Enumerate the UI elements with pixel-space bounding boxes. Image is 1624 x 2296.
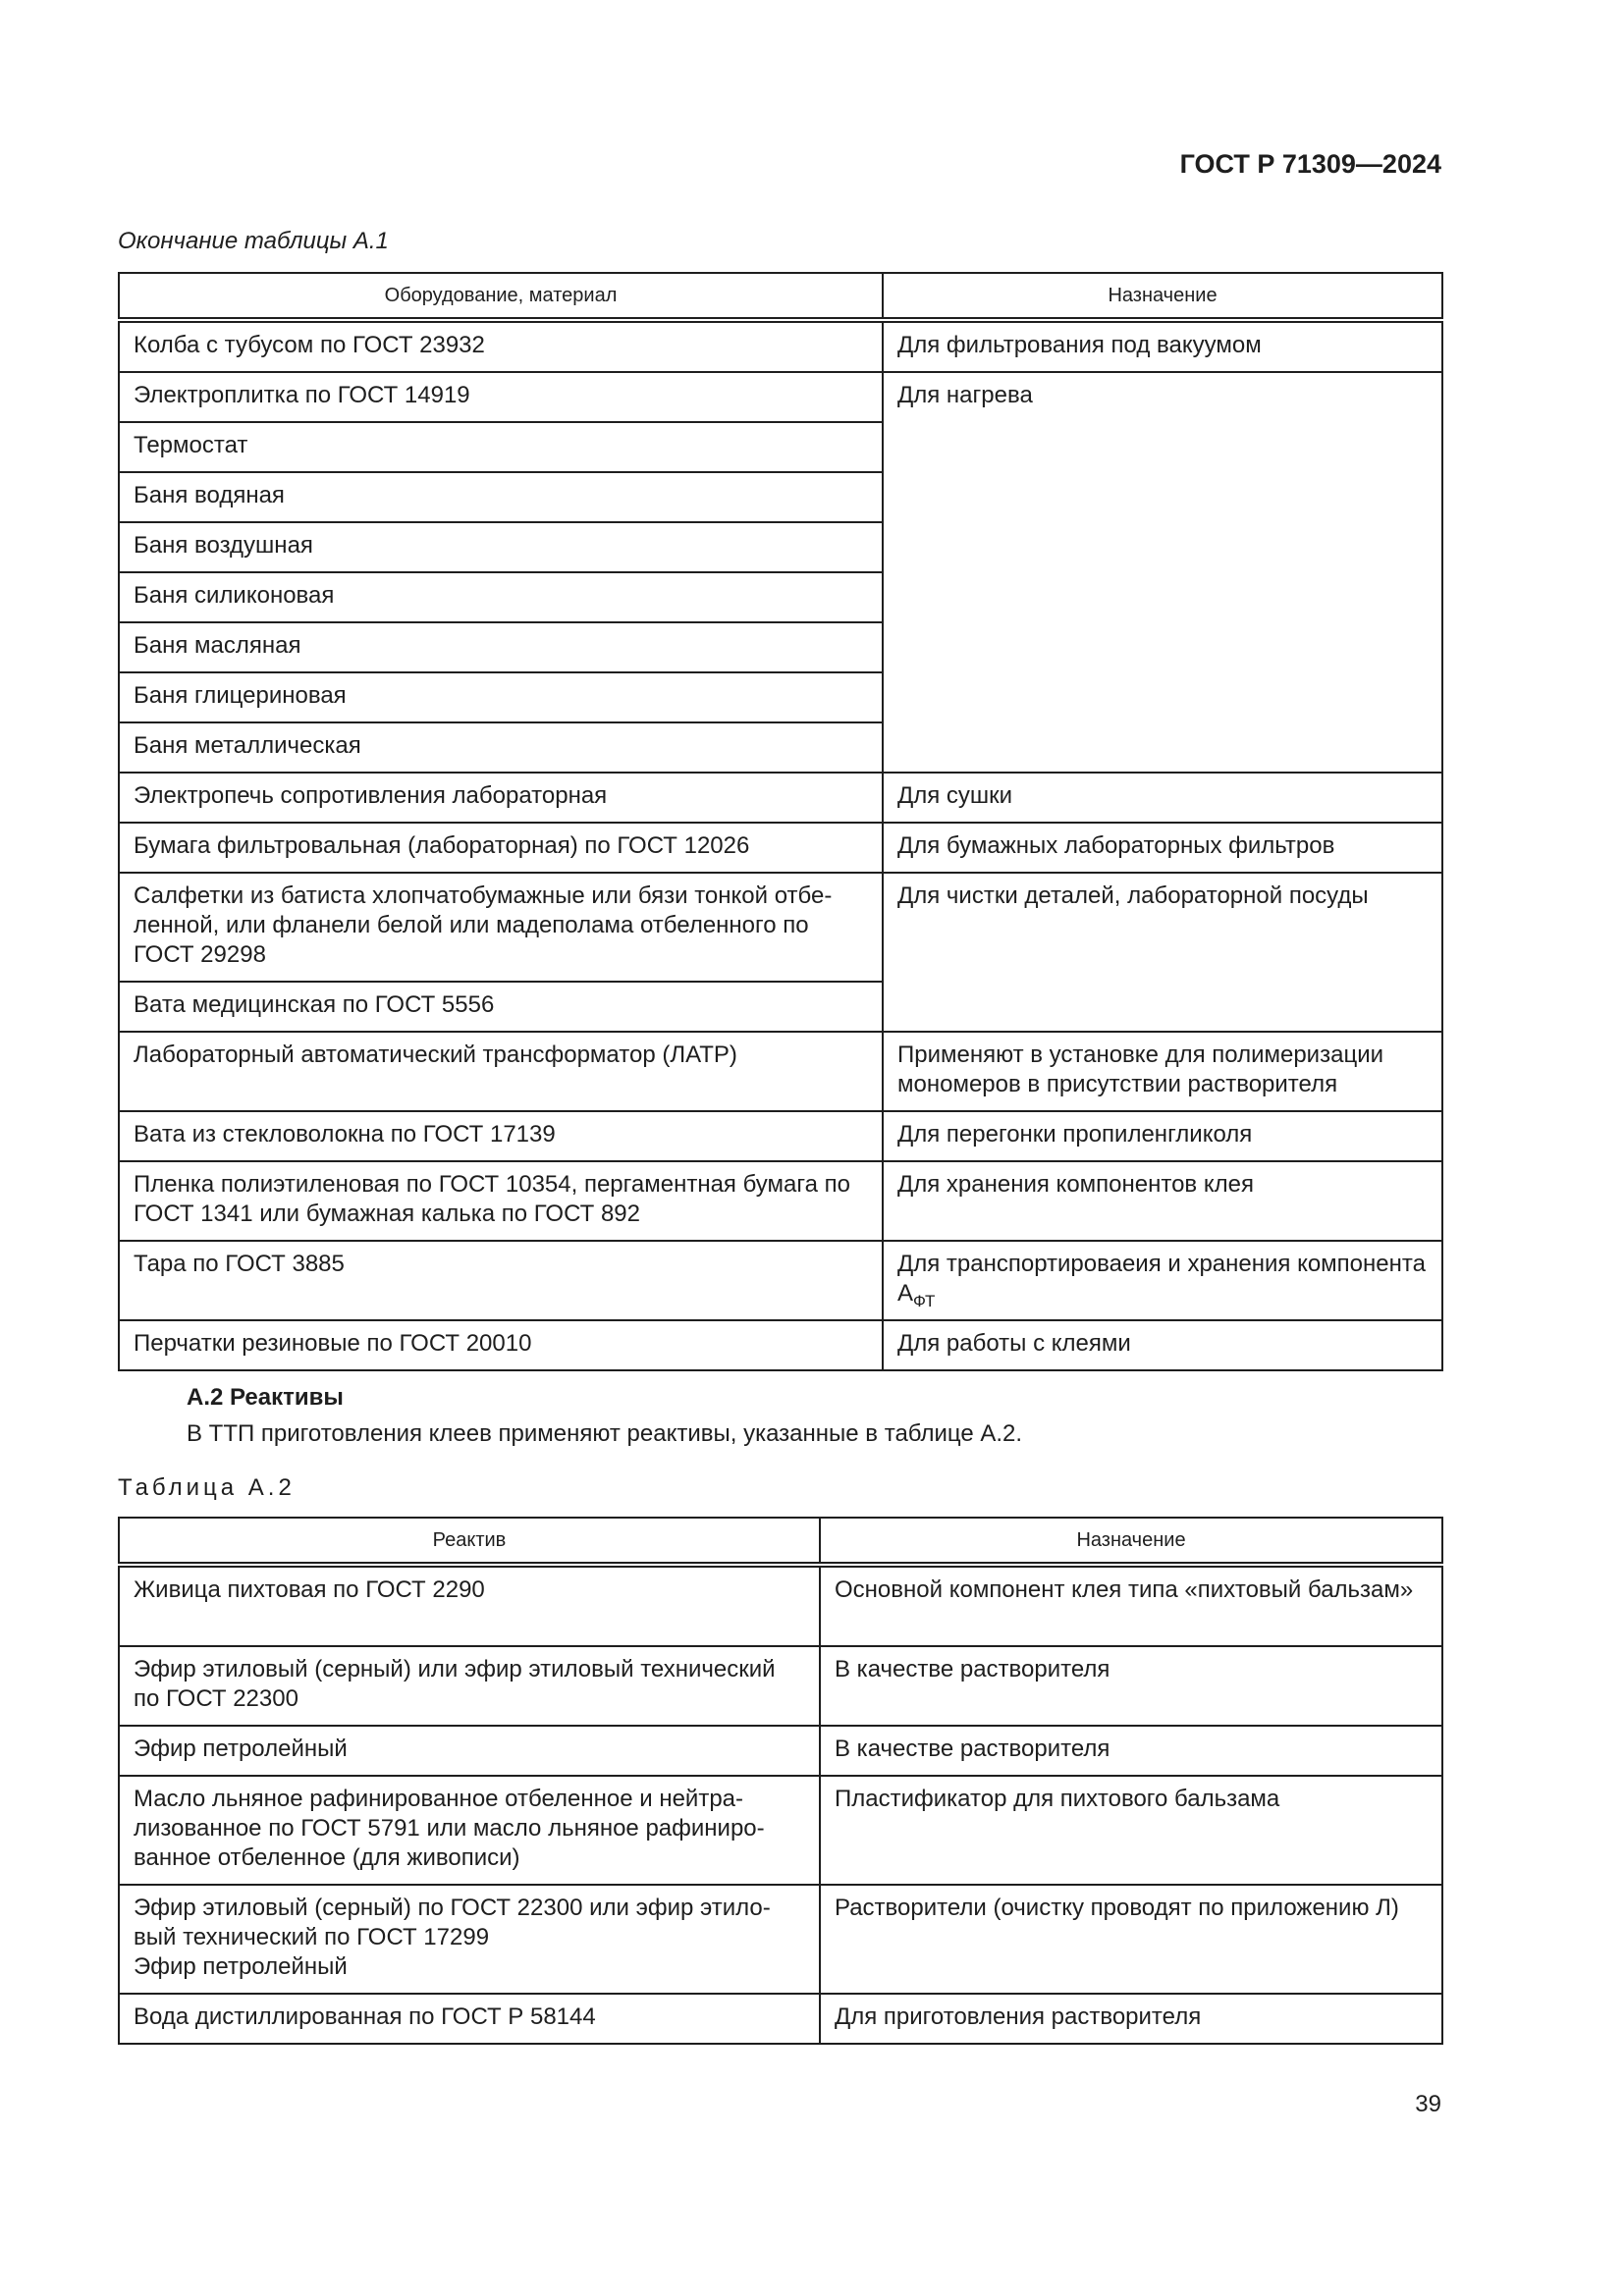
table-row bbox=[119, 1885, 1442, 1994]
document-id: ГОСТ Р 71309—2024 bbox=[1179, 149, 1441, 179]
table-row bbox=[119, 1032, 1442, 1111]
cell-reagent: Эфир этиловый (серный) по ГОСТ 22300 или эфир этиловый технический по ГОСТ 17299 Эфир петролейный bbox=[119, 1885, 820, 1994]
cell-purpose: Для перегонки пропиленгликоля bbox=[883, 1111, 1442, 1161]
column-header: Реактив bbox=[119, 1518, 820, 1565]
cell-equipment: Вата медицинская по ГОСТ 5556 bbox=[119, 982, 883, 1032]
table-a1 bbox=[118, 272, 1443, 1371]
table-a2-caption: Таблица А.2 bbox=[118, 1474, 296, 1501]
table-row bbox=[119, 1646, 1442, 1726]
cell-equipment: Тара по ГОСТ 3885 bbox=[119, 1241, 883, 1320]
page-number: 39 bbox=[1415, 2091, 1441, 2117]
cell-equipment: Баня воздушная bbox=[119, 522, 883, 572]
cell-purpose: Для чистки деталей, лабораторной посуды bbox=[883, 873, 1442, 1032]
cell-purpose: В качестве растворителя bbox=[820, 1646, 1442, 1726]
cell-equipment: Баня металлическая bbox=[119, 722, 883, 773]
cell-purpose: Для фильтрования под вакуумом bbox=[883, 320, 1442, 372]
table-row bbox=[119, 1776, 1442, 1885]
cell-purpose: Применяют в установке для полимеризации мономеров в присутствии растворителя bbox=[883, 1032, 1442, 1111]
cell-equipment: Электроплитка по ГОСТ 14919 bbox=[119, 372, 883, 422]
cell-purpose: Основной компонент клея типа «пихтовый бальзам» bbox=[820, 1565, 1442, 1646]
table-row bbox=[119, 1994, 1442, 2044]
table-row bbox=[119, 773, 1442, 823]
cell-purpose: Для приготовления растворителя bbox=[820, 1994, 1442, 2044]
table-row bbox=[119, 823, 1442, 873]
cell-reagent: Эфир петролейный bbox=[119, 1726, 820, 1776]
table-row bbox=[119, 320, 1442, 372]
cell-reagent: Живица пихтовая по ГОСТ 2290 bbox=[119, 1565, 820, 1646]
cell-reagent: Масло льняное рафинированное отбеленное и нейтрализованное по ГОСТ 5791 или масло льняное рафинированное отбеленное (для живописи) bbox=[119, 1776, 820, 1885]
column-header: Назначение bbox=[883, 273, 1442, 320]
cell-equipment: Вата из стекловолокна по ГОСТ 17139 bbox=[119, 1111, 883, 1161]
cell-equipment: Баня водяная bbox=[119, 472, 883, 522]
cell-reagent: Вода дистиллированная по ГОСТ Р 58144 bbox=[119, 1994, 820, 2044]
cell-equipment: Перчатки резиновые по ГОСТ 20010 bbox=[119, 1320, 883, 1370]
table-a1-caption: Окончание таблицы А.1 bbox=[118, 228, 389, 254]
table-header-row bbox=[119, 273, 1442, 320]
cell-purpose: Для нагрева bbox=[883, 372, 1442, 773]
cell-purpose: В качестве растворителя bbox=[820, 1726, 1442, 1776]
table-header-row bbox=[119, 1518, 1442, 1565]
cell-equipment: Электропечь сопротивления лабораторная bbox=[119, 773, 883, 823]
cell-equipment: Баня глицериновая bbox=[119, 672, 883, 722]
purpose-text: Для транспортироваеия и хранения компонента А bbox=[897, 1251, 1426, 1307]
cell-equipment: Пленка полиэтиленовая по ГОСТ 10354, пергаментная бумага по ГОСТ 1341 или бумажная калька по ГОСТ 892 bbox=[119, 1161, 883, 1241]
table-a2 bbox=[118, 1517, 1443, 2045]
section-paragraph: В ТТП приготовления клеев применяют реактивы, указанные в таблице А.2. bbox=[187, 1420, 1023, 1447]
table-row bbox=[119, 1111, 1442, 1161]
cell-purpose bbox=[883, 1241, 1442, 1320]
cell-equipment: Салфетки из батиста хлопчатобумажные или бязи тонкой отбеленной, или фланели белой или мадеполама отбеленного по ГОСТ 29298 bbox=[119, 873, 883, 982]
table-row bbox=[119, 1565, 1442, 1646]
cell-equipment: Колба с тубусом по ГОСТ 23932 bbox=[119, 320, 883, 372]
cell-purpose: Для работы с клеями bbox=[883, 1320, 1442, 1370]
cell-purpose: Для хранения компонентов клея bbox=[883, 1161, 1442, 1241]
section-heading: А.2 Реактивы bbox=[187, 1384, 344, 1411]
table-row bbox=[119, 1241, 1442, 1320]
table-row bbox=[119, 1726, 1442, 1776]
cell-reagent: Эфир этиловый (серный) или эфир этиловый технический по ГОСТ 22300 bbox=[119, 1646, 820, 1726]
cell-purpose: Для сушки bbox=[883, 773, 1442, 823]
cell-equipment: Лабораторный автоматический трансформатор (ЛАТР) bbox=[119, 1032, 883, 1111]
cell-equipment: Бумага фильтровальная (лабораторная) по ГОСТ 12026 bbox=[119, 823, 883, 873]
table-row bbox=[119, 873, 1442, 982]
subscript: ФТ bbox=[913, 1292, 936, 1310]
table-row bbox=[119, 1161, 1442, 1241]
table-row bbox=[119, 372, 1442, 422]
cell-equipment: Баня силиконовая bbox=[119, 572, 883, 622]
table-row bbox=[119, 1320, 1442, 1370]
cell-equipment: Баня масляная bbox=[119, 622, 883, 672]
cell-purpose: Пластификатор для пихтового бальзама bbox=[820, 1776, 1442, 1885]
column-header: Назначение bbox=[820, 1518, 1442, 1565]
cell-equipment: Термостат bbox=[119, 422, 883, 472]
cell-purpose: Растворители (очистку проводят по приложению Л) bbox=[820, 1885, 1442, 1994]
cell-purpose: Для бумажных лабораторных фильтров bbox=[883, 823, 1442, 873]
column-header: Оборудование, материал bbox=[119, 273, 883, 320]
